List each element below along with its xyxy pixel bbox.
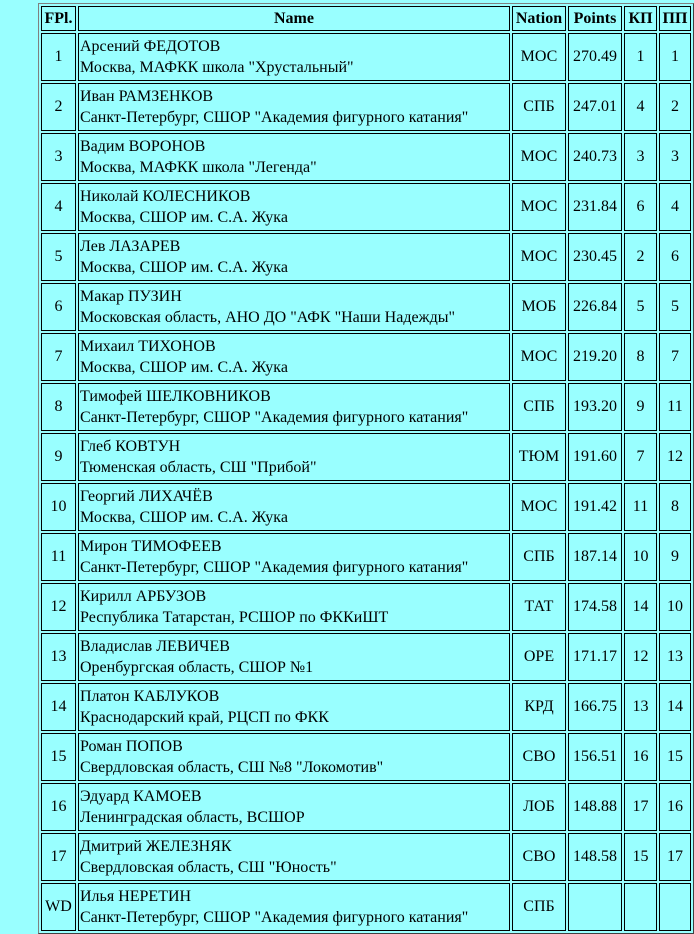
skater-name: Илья НЕРЕТИН	[80, 887, 192, 905]
results-table-wrapper	[38, 3, 694, 934]
nation-cell: МОС	[512, 133, 566, 181]
nation-cell: МОС	[512, 33, 566, 81]
skater-club: Свердловская область, СШ "Юность"	[80, 858, 337, 876]
skater-club: Москва, МАФКК школа "Хрустальный"	[80, 58, 354, 76]
points-cell: 191.42	[568, 483, 622, 531]
header-points: Points	[568, 6, 622, 31]
place-cell: WD	[41, 883, 76, 931]
results-body	[41, 33, 691, 931]
place-cell: 6	[41, 283, 76, 331]
points-cell: 174.58	[568, 583, 622, 631]
nation-cell: МОС	[512, 233, 566, 281]
skater-name: Макар ПУЗИН	[80, 287, 182, 305]
skater-cell	[78, 733, 510, 781]
skater-club: Москва, СШОР им. С.А. Жука	[80, 358, 288, 376]
short-program-rank-cell: 14	[624, 583, 657, 631]
skater-club: Москва, СШОР им. С.А. Жука	[80, 258, 288, 276]
skater-name: Эдуард КАМОЕВ	[80, 787, 202, 805]
skater-name: Дмитрий ЖЕЛЕЗНЯК	[80, 837, 232, 855]
nation-cell: ТАТ	[512, 583, 566, 631]
place-cell: 16	[41, 783, 76, 831]
place-cell: 12	[41, 583, 76, 631]
skater-cell	[78, 833, 510, 881]
skater-cell	[78, 583, 510, 631]
skater-cell	[78, 533, 510, 581]
short-program-rank-cell: 11	[624, 483, 657, 531]
points-cell: 230.45	[568, 233, 622, 281]
place-cell: 17	[41, 833, 76, 881]
skater-cell	[78, 233, 510, 281]
short-program-rank-cell: 4	[624, 83, 657, 131]
points-cell: 226.84	[568, 283, 622, 331]
place-cell: 2	[41, 83, 76, 131]
skater-club: Санкт-Петербург, СШОР "Академия фигурного катания"	[80, 408, 469, 426]
skater-cell	[78, 333, 510, 381]
points-cell	[568, 883, 622, 931]
short-program-rank-cell: 15	[624, 833, 657, 881]
place-cell: 5	[41, 233, 76, 281]
free-skating-rank-cell: 5	[659, 283, 691, 331]
skater-club: Санкт-Петербург, СШОР "Академия фигурного катания"	[80, 908, 469, 926]
table-row	[41, 233, 691, 281]
skater-cell	[78, 883, 510, 931]
header-fpl: FPl.	[41, 6, 76, 31]
nation-cell: ОРЕ	[512, 633, 566, 681]
skater-name: Роман ПОПОВ	[80, 737, 183, 755]
skater-name: Арсений ФЕДОТОВ	[80, 37, 221, 55]
place-cell: 10	[41, 483, 76, 531]
short-program-rank-cell: 5	[624, 283, 657, 331]
table-row	[41, 333, 691, 381]
skater-club: Московская область, АНО ДО "АФК "Наши Надежды"	[80, 308, 456, 326]
free-skating-rank-cell: 8	[659, 483, 691, 531]
skater-club: Санкт-Петербург, СШОР "Академия фигурного катания"	[80, 558, 469, 576]
header-kp: КП	[624, 6, 657, 31]
free-skating-rank-cell: 11	[659, 383, 691, 431]
free-skating-rank-cell: 14	[659, 683, 691, 731]
table-row	[41, 583, 691, 631]
short-program-rank-cell: 2	[624, 233, 657, 281]
free-skating-rank-cell	[659, 883, 691, 931]
table-row	[41, 33, 691, 81]
skater-club: Республика Татарстан, РСШОР по ФККиШТ	[80, 608, 389, 626]
nation-cell: СВО	[512, 733, 566, 781]
nation-cell: СПБ	[512, 83, 566, 131]
header-pp: ПП	[659, 6, 691, 31]
table-row	[41, 83, 691, 131]
skater-club: Санкт-Петербург, СШОР "Академия фигурного катания"	[80, 108, 469, 126]
place-cell: 13	[41, 633, 76, 681]
nation-cell: МОБ	[512, 283, 566, 331]
skater-cell	[78, 483, 510, 531]
table-row	[41, 783, 691, 831]
short-program-rank-cell: 6	[624, 183, 657, 231]
place-cell: 14	[41, 683, 76, 731]
skater-cell	[78, 683, 510, 731]
table-row	[41, 533, 691, 581]
skater-name: Вадим ВОРОНОВ	[80, 137, 206, 155]
nation-cell: МОС	[512, 183, 566, 231]
skater-name: Михаил ТИХОНОВ	[80, 337, 216, 355]
skater-name: Николай КОЛЕСНИКОВ	[80, 187, 251, 205]
free-skating-rank-cell: 6	[659, 233, 691, 281]
skater-cell	[78, 383, 510, 431]
skater-club: Ленинградская область, ВСШОР	[80, 808, 305, 826]
place-cell: 11	[41, 533, 76, 581]
place-cell: 7	[41, 333, 76, 381]
skater-club: Москва, СШОР им. С.А. Жука	[80, 208, 288, 226]
header-nation: Nation	[512, 6, 566, 31]
points-cell: 148.88	[568, 783, 622, 831]
nation-cell: СВО	[512, 833, 566, 881]
table-row	[41, 483, 691, 531]
free-skating-rank-cell: 7	[659, 333, 691, 381]
place-cell: 1	[41, 33, 76, 81]
nation-cell: СПБ	[512, 883, 566, 931]
free-skating-rank-cell: 15	[659, 733, 691, 781]
skater-cell	[78, 783, 510, 831]
skater-cell	[78, 133, 510, 181]
table-row	[41, 883, 691, 931]
skater-club: Оренбургская область, СШОР №1	[80, 658, 314, 676]
free-skating-rank-cell: 2	[659, 83, 691, 131]
skater-club: Краснодарский край, РЦСП по ФКК	[80, 708, 329, 726]
points-cell: 240.73	[568, 133, 622, 181]
short-program-rank-cell: 9	[624, 383, 657, 431]
skater-name: Георгий ЛИХАЧЁВ	[80, 487, 213, 505]
short-program-rank-cell: 1	[624, 33, 657, 81]
skater-name: Мирон ТИМОФЕЕВ	[80, 537, 222, 555]
skater-club: Москва, СШОР им. С.А. Жука	[80, 508, 288, 526]
free-skating-rank-cell: 17	[659, 833, 691, 881]
short-program-rank-cell: 12	[624, 633, 657, 681]
free-skating-rank-cell: 1	[659, 33, 691, 81]
nation-cell: МОС	[512, 333, 566, 381]
short-program-rank-cell	[624, 883, 657, 931]
nation-cell: ЛОБ	[512, 783, 566, 831]
short-program-rank-cell: 13	[624, 683, 657, 731]
short-program-rank-cell: 7	[624, 433, 657, 481]
short-program-rank-cell: 17	[624, 783, 657, 831]
points-cell: 166.75	[568, 683, 622, 731]
skater-name: Тимофей ШЕЛКОВНИКОВ	[80, 387, 271, 405]
place-cell: 9	[41, 433, 76, 481]
free-skating-rank-cell: 16	[659, 783, 691, 831]
skater-club: Свердловская область, СШ №8 "Локомотив"	[80, 758, 384, 776]
table-row	[41, 183, 691, 231]
free-skating-rank-cell: 4	[659, 183, 691, 231]
free-skating-rank-cell: 9	[659, 533, 691, 581]
short-program-rank-cell: 8	[624, 333, 657, 381]
nation-cell: ТЮМ	[512, 433, 566, 481]
points-cell: 187.14	[568, 533, 622, 581]
table-row	[41, 383, 691, 431]
table-row	[41, 683, 691, 731]
skater-cell	[78, 33, 510, 81]
table-row	[41, 633, 691, 681]
table-row	[41, 833, 691, 881]
table-row	[41, 283, 691, 331]
points-cell: 270.49	[568, 33, 622, 81]
skater-name: Глеб КОВТУН	[80, 437, 181, 455]
points-cell: 193.20	[568, 383, 622, 431]
points-cell: 219.20	[568, 333, 622, 381]
skater-name: Иван РАМЗЕНКОВ	[80, 87, 214, 105]
free-skating-rank-cell: 12	[659, 433, 691, 481]
points-cell: 231.84	[568, 183, 622, 231]
points-cell: 171.17	[568, 633, 622, 681]
nation-cell: МОС	[512, 483, 566, 531]
header-row	[41, 6, 691, 31]
place-cell: 8	[41, 383, 76, 431]
points-cell: 247.01	[568, 83, 622, 131]
short-program-rank-cell: 10	[624, 533, 657, 581]
free-skating-rank-cell: 13	[659, 633, 691, 681]
skater-cell	[78, 283, 510, 331]
header-name: Name	[78, 6, 510, 31]
points-cell: 191.60	[568, 433, 622, 481]
nation-cell: КРД	[512, 683, 566, 731]
table-row	[41, 433, 691, 481]
short-program-rank-cell: 16	[624, 733, 657, 781]
free-skating-rank-cell: 10	[659, 583, 691, 631]
skater-name: Кирилл АРБУЗОВ	[80, 587, 207, 605]
skater-name: Владислав ЛЕВИЧЕВ	[80, 637, 230, 655]
nation-cell: СПБ	[512, 533, 566, 581]
place-cell: 4	[41, 183, 76, 231]
skater-club: Москва, МАФКК школа "Легенда"	[80, 158, 317, 176]
skater-cell	[78, 633, 510, 681]
short-program-rank-cell: 3	[624, 133, 657, 181]
table-row	[41, 733, 691, 781]
results-table	[38, 3, 694, 934]
skater-name: Платон КАБЛУКОВ	[80, 687, 220, 705]
skater-name: Лев ЛАЗАРЕВ	[80, 237, 181, 255]
free-skating-rank-cell: 3	[659, 133, 691, 181]
skater-cell	[78, 183, 510, 231]
skater-club: Тюменская область, СШ "Прибой"	[80, 458, 317, 476]
table-row	[41, 133, 691, 181]
points-cell: 156.51	[568, 733, 622, 781]
points-cell: 148.58	[568, 833, 622, 881]
skater-cell	[78, 83, 510, 131]
place-cell: 15	[41, 733, 76, 781]
nation-cell: СПБ	[512, 383, 566, 431]
skater-cell	[78, 433, 510, 481]
place-cell: 3	[41, 133, 76, 181]
